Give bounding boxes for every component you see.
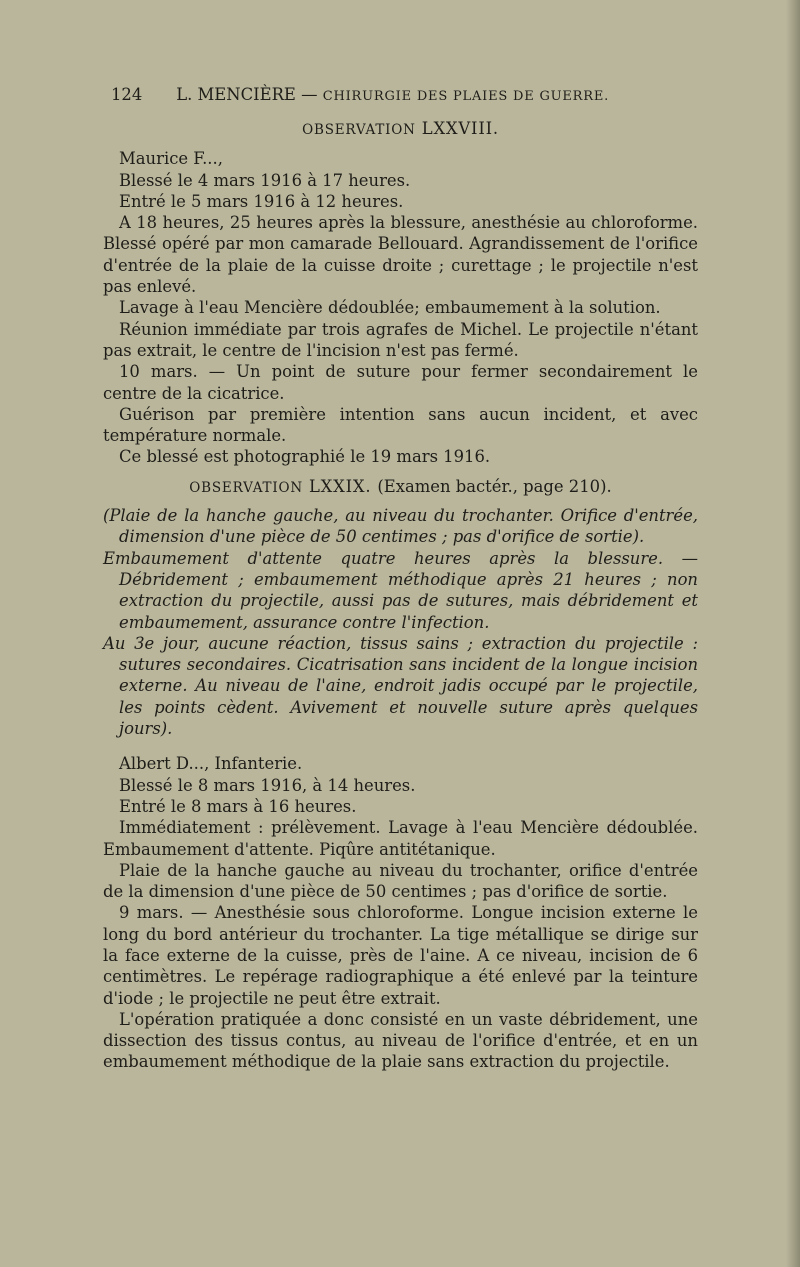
paragraph: Réunion immédiate par trois agrafes de Michel. Le projectile n'étant pas extrait, le centre de l'incision n'est pas fermé. xyxy=(103,319,698,360)
book-page xyxy=(103,84,698,1073)
paragraph: Ce blessé est photographié le 19 mars 1916. xyxy=(119,447,491,467)
paragraph: Blessé le 4 mars 1916 à 17 heures. xyxy=(119,170,411,190)
summary-paragraph: Embaumement d'attente quatre heures après la blessure. — Débridement ; embaumement méthodique après 21 heures ; non extraction du projectile, aussi pas de sutures, mais débridement et embaumement, assurance contre l'infection. xyxy=(103,548,698,632)
section-spacer xyxy=(103,739,698,753)
observation-label: OBSERVATION xyxy=(189,479,303,496)
paragraph: Guérison par première intention sans aucun incident, et avec température normale. xyxy=(103,404,698,446)
paragraph: 9 mars. — Anesthésie sous chloroforme. Longue incision externe le long du bord antérieur du trochanter. La tige métallique se dirige sur la face externe de la cuisse, près de l'aine. A ce niveau, incision de 6 centimètres. Le repérage radiographique a été enlevé par la teinture d'iode ; le projectile ne peut être extrait. xyxy=(103,903,698,1008)
summary-paragraph: Au 3e jour, aucune réaction, tissus sains ; extraction du projectile : sutures secondaires. Cicatrisation sans incident de la longue incision externe. Au niveau de l'aine, endroit jadis occupé par le projectile, les points cèdent. Avivement et nouvelle suture après quelques jours). xyxy=(103,633,698,739)
paragraph: Maurice F..., xyxy=(119,149,223,169)
observation-numeral: LXXVIII. xyxy=(421,119,499,138)
summary-paragraph: (Plaie de la hanche gauche, au niveau du trochanter. Orifice d'entrée, dimension d'une pièce de 50 centimes ; pas d'orifice de sortie). xyxy=(103,506,698,547)
paragraph: Plaie de la hanche gauche au niveau du trochanter, orifice d'entrée de la dimension d'une pièce de 50 centimes ; pas d'orifice de sortie. xyxy=(103,860,698,902)
observation-label: OBSERVATION xyxy=(302,122,416,138)
observation-note: (Examen bactér., page 210). xyxy=(377,476,612,496)
running-header xyxy=(111,84,698,108)
paragraph: 10 mars. — Un point de suture pour fermer secondairement le centre de la cicatrice. xyxy=(103,362,698,403)
header-title: CHIRURGIE DES PLAIES DE GUERRE. xyxy=(322,89,610,104)
paragraph: Blessé le 8 mars 1916, à 14 heures. xyxy=(119,775,416,795)
page-edge-shadow xyxy=(786,0,800,1267)
paragraph: Immédiatement : prélèvement. Lavage à l'eau Mencière dédoublée. Embaumement d'attente. Piqûre antitétanique. xyxy=(103,818,698,859)
observation-78-body xyxy=(103,148,698,467)
observation-78-title xyxy=(103,118,698,141)
paragraph: L'opération pratiquée a donc consisté en un vaste débridement, une dissection des tissus contus, au niveau de l'orifice d'entrée, et en un embaumement méthodique de la plaie sans extraction du projectile. xyxy=(103,1009,698,1072)
paragraph: Albert D..., Infanterie. xyxy=(119,754,303,774)
observation-79-title xyxy=(103,476,698,499)
header-dash: — xyxy=(301,85,318,104)
paragraph: Entré le 5 mars 1916 à 12 heures. xyxy=(119,191,404,211)
paragraph: A 18 heures, 25 heures après la blessure, anesthésie au chloroforme. Blessé opéré par mon camarade Bellouard. Agrandissement de l'orifice d'entrée de la plaie de la cuisse droite ; curettage ; le projectile n'est pas enlevé. xyxy=(103,213,698,297)
observation-79-body xyxy=(103,753,698,1072)
paragraph: Entré le 8 mars à 16 heures. xyxy=(119,796,357,816)
header-author: L. MENCIÈRE xyxy=(176,85,296,104)
page-number: 124 xyxy=(111,85,143,104)
observation-numeral: LXXIX. xyxy=(308,476,372,496)
observation-79-summary xyxy=(103,505,698,739)
paragraph: Lavage à l'eau Mencière dédoublée; embaumement à la solution. xyxy=(119,298,661,318)
